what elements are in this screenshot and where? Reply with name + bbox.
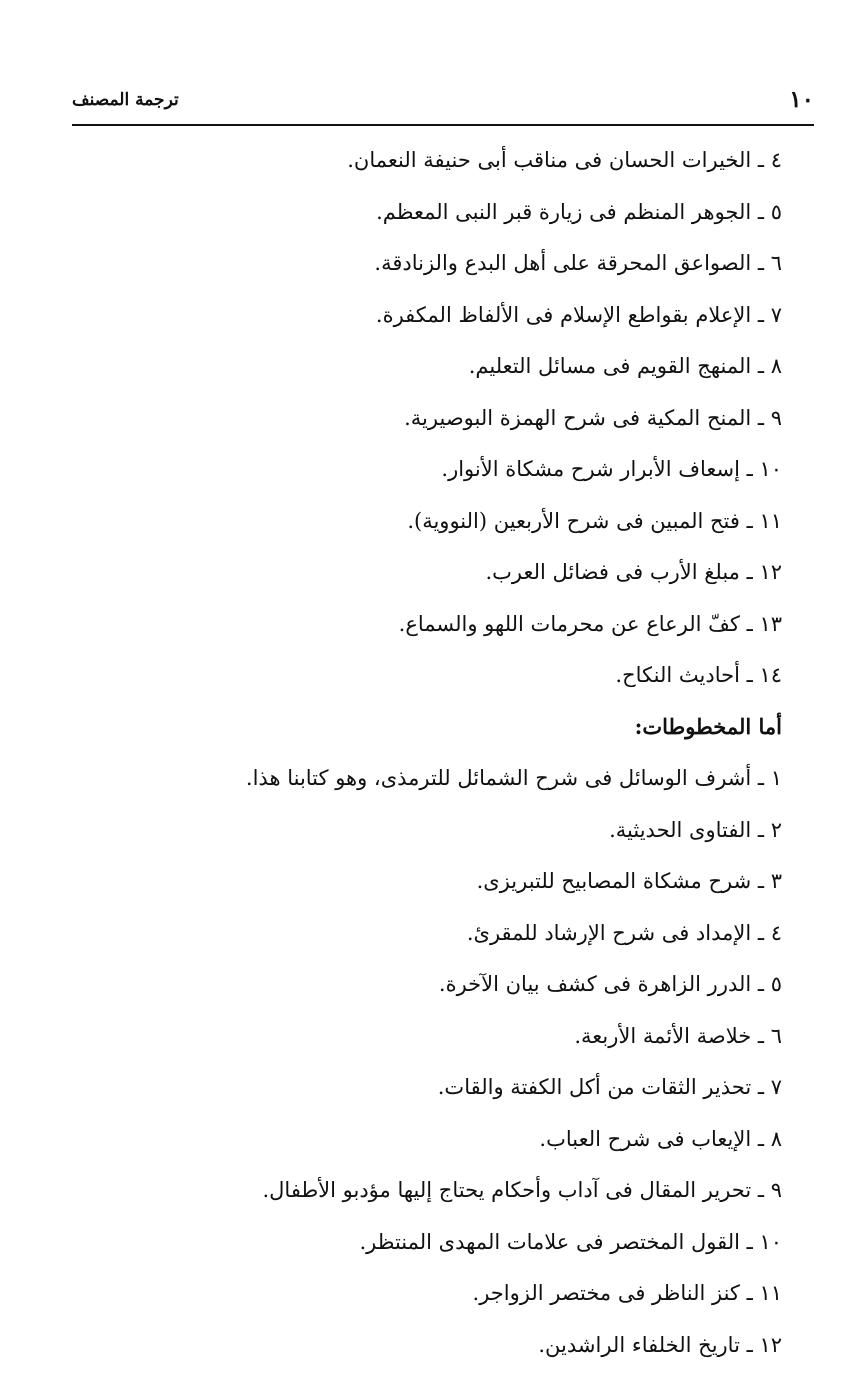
- works-list: [162, 140, 782, 1376]
- list-item: ٥ ـ الدرر الزاهرة فى كشف بيان الآخرة.: [162, 964, 782, 1016]
- page-number: ١٠: [789, 86, 814, 113]
- list-item: ١٢ ـ تاريخ الخلفاء الراشدين.: [162, 1325, 782, 1376]
- list-item: ١٢ ـ مبلغ الأرب فى فضائل العرب.: [162, 552, 782, 604]
- list-item: ٥ ـ الجوهر المنظم فى زيارة قبر النبى المعظم.: [162, 192, 782, 244]
- list-item: ٧ ـ تحذير الثقات من أكل الكفتة والقات.: [162, 1067, 782, 1119]
- list-item: ١٠ ـ إسعاف الأبرار شرح مشكاة الأنوار.: [162, 449, 782, 501]
- list-item: ٢ ـ الفتاوى الحديثية.: [162, 810, 782, 862]
- list-item: ١١ ـ كنز الناظر فى مختصر الزواجر.: [162, 1273, 782, 1325]
- list-item: ٦ ـ خلاصة الأئمة الأربعة.: [162, 1016, 782, 1068]
- list-item: ٦ ـ الصواعق المحرقة على أهل البدع والزنادقة.: [162, 243, 782, 295]
- list-item: ٤ ـ الخيرات الحسان فى مناقب أبى حنيفة النعمان.: [162, 140, 782, 192]
- running-title: ترجمة المصنف: [72, 90, 179, 110]
- list-item: ٣ ـ شرح مشكاة المصابيح للتبريزى.: [162, 861, 782, 913]
- header-rule: [72, 124, 814, 126]
- list-item: ١ ـ أشرف الوسائل فى شرح الشمائل للترمذى، وهو كتابنا هذا.: [162, 758, 782, 810]
- section-heading: أما المخطوطات:: [162, 707, 782, 759]
- page-header: [72, 80, 814, 120]
- list-item: ١٤ ـ أحاديث النكاح.: [162, 655, 782, 707]
- list-item: ١٠ ـ القول المختصر فى علامات المهدى المنتظر.: [162, 1222, 782, 1274]
- list-item: ١٣ ـ كفّ الرعاع عن محرمات اللهو والسماع.: [162, 604, 782, 656]
- list-item: ٩ ـ تحرير المقال فى آداب وأحكام يحتاج إليها مؤدبو الأطفال.: [162, 1170, 782, 1222]
- list-item: ٩ ـ المنح المكية فى شرح الهمزة البوصيرية.: [162, 398, 782, 450]
- list-item: ٨ ـ المنهج القويم فى مسائل التعليم.: [162, 346, 782, 398]
- list-item: ١١ ـ فتح المبين فى شرح الأربعين (النووية).: [162, 501, 782, 553]
- list-item: ٧ ـ الإعلام بقواطع الإسلام فى الألفاظ المكفرة.: [162, 295, 782, 347]
- list-item: ٨ ـ الإيعاب فى شرح العباب.: [162, 1119, 782, 1171]
- list-item: ٤ ـ الإمداد فى شرح الإرشاد للمقرئ.: [162, 913, 782, 965]
